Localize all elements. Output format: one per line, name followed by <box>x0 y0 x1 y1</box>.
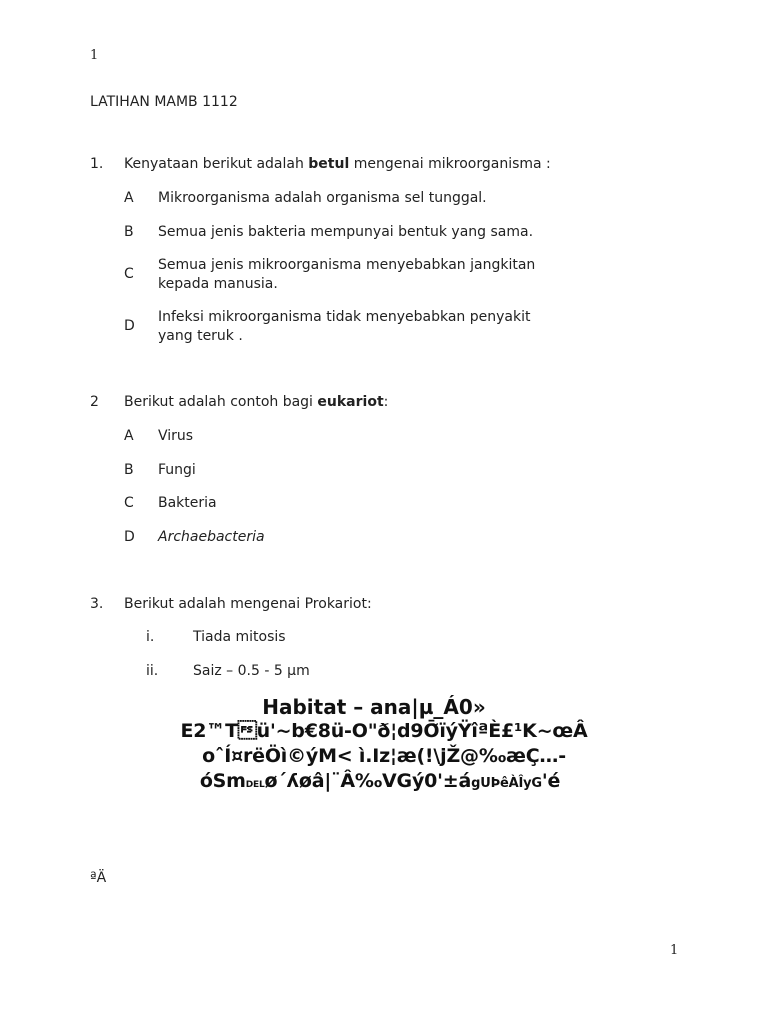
question-text: Kenyataan berikut adalah betul mengenai mikroorganisma : <box>124 156 551 172</box>
option-letter: D <box>124 529 135 545</box>
option-text: Mikroorganisma adalah organisma sel tunggal. <box>158 190 487 206</box>
option-text: Archaebacteria <box>158 529 265 545</box>
option-text: Infeksi mikroorganisma tidak menyebabkan penyakit <box>158 309 531 325</box>
option-text-continued: kepada manusia. <box>158 276 278 292</box>
list-item-text: Tiada mitosis <box>193 629 286 645</box>
option-text-continued: yang teruk . <box>158 328 243 344</box>
option-text: Bakteria <box>158 495 217 511</box>
option-text: Semua jenis bakteria mempunyai bentuk yang sama. <box>158 224 534 240</box>
option-letter: A <box>124 190 134 206</box>
garbled-line: Habitat – ana|µ_Á0» <box>262 695 486 719</box>
option-letter: B <box>124 224 134 240</box>
page-title: LATIHAN MAMB 1112 <box>90 94 238 110</box>
question-number: 2 <box>90 394 99 410</box>
question-number: 3. <box>90 596 104 612</box>
option-letter: B <box>124 462 134 478</box>
garbled-line: óSmDELø´ʎøâ|¨Â‰VGý0'±ágUÞêÀÎyG'é <box>199 770 561 792</box>
list-item-text: Saiz – 0.5 - 5 µm <box>193 663 310 679</box>
page-number-bottom: 1 <box>670 943 679 958</box>
list-item-numeral: i. <box>146 629 155 645</box>
option-letter: C <box>124 495 134 511</box>
question-number: 1. <box>90 156 104 172</box>
option-text: Semua jenis mikroorganisma menyebabkan jangkitan <box>158 257 536 273</box>
option-text: Fungi <box>158 462 196 478</box>
garbled-line: oˆÍ¤rëÖì©ýM< ì.Iz¦æ(!\jŽ@‰æÇ…- <box>202 745 566 767</box>
option-text: Virus <box>158 428 194 444</box>
garbled-line: E2™T ü'~b€8ü-O"ð¦d9Ō̃ïýŸîªÈ£¹K~œÂ <box>180 720 588 742</box>
list-item-numeral: ii. <box>146 663 159 679</box>
question-text: Berikut adalah contoh bagi eukariot: <box>124 394 389 410</box>
option-letter: C <box>124 266 134 282</box>
question-text: Berikut adalah mengenai Prokariot: <box>124 596 372 612</box>
footer-garbled-text: ªÄ <box>90 870 107 886</box>
option-letter: A <box>124 428 134 444</box>
option-letter: D <box>124 318 135 334</box>
page-number-top: 1 <box>90 48 99 63</box>
